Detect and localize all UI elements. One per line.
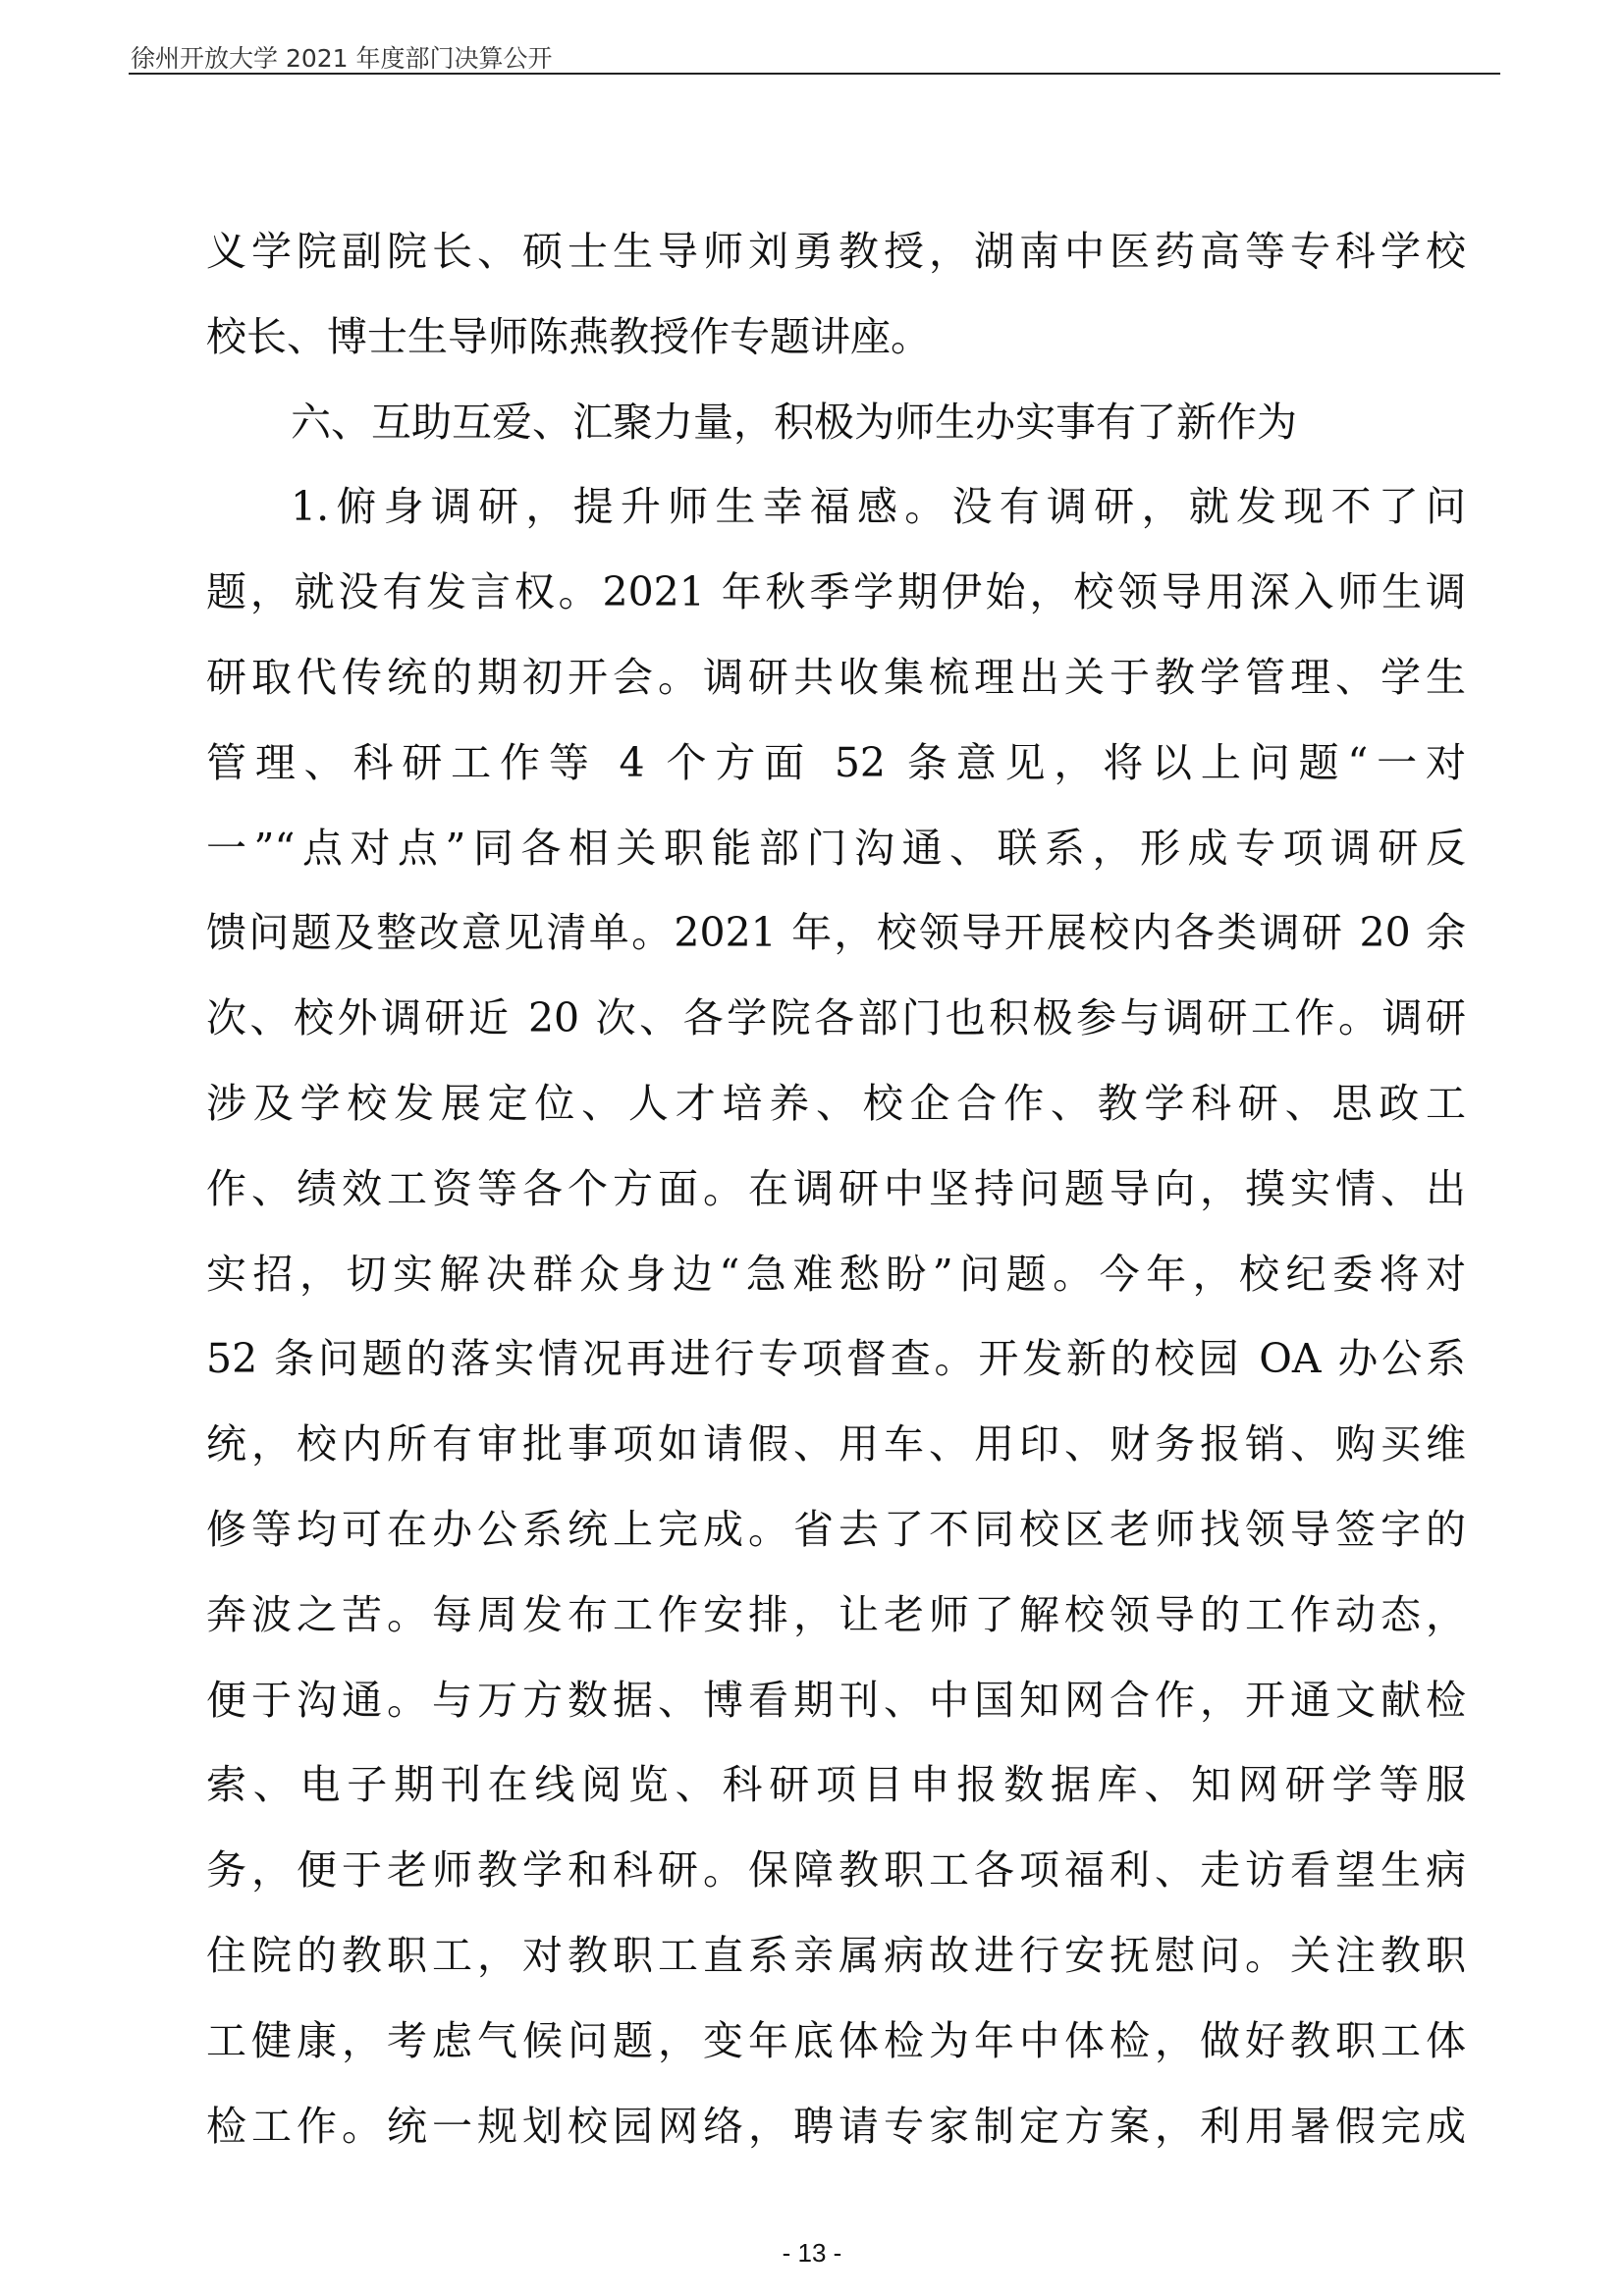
text-line: 涉及学校发展定位、人才培养、校企合作、教学科研、思政工 (206, 1079, 1466, 1127)
text-line: 奔波之苦。每周发布工作安排，让老师了解校领导的工作动态， (206, 1590, 1466, 1638)
text-line: 校长、博士生导师陈燕教授作专题讲座。 (206, 312, 931, 360)
text-line: 馈问题及整改意见清单。2021 年，校领导开展校内各类调研 20 余 (206, 909, 1466, 957)
text-line: 52 条问题的落实情况再进行专项督查。开发新的校园 OA 办公系 (206, 1335, 1466, 1383)
text-line: 研取代传统的期初开会。调研共收集梳理出关于教学管理、学生 (206, 653, 1466, 701)
text-line: 管理、科研工作等 4 个方面 52 条意见，将以上问题“一对 (206, 738, 1466, 786)
header-divider (129, 73, 1500, 75)
text-line: 索、电子期刊在线阅览、科研项目申报数据库、知网研学等服 (206, 1761, 1466, 1809)
text-line: 义学院副院长、硕士生导师刘勇教授，湖南中医药高等专科学校 (206, 228, 1466, 275)
page-number: - 13 - (782, 2238, 842, 2268)
text-line: 一”“点对点”同各相关职能部门沟通、联系，形成专项调研反 (206, 824, 1466, 872)
text-line: 住院的教职工，对教职工直系亲属病故进行安抚慰问。关注教职 (206, 1931, 1466, 1979)
text-line: 便于沟通。与万方数据、博看期刊、中国知网合作，开通文献检 (206, 1676, 1466, 1724)
document-body (206, 222, 1466, 2181)
section-heading: 六、互助互爱、汇聚力量，积极为师生办实事有了新作为 (291, 398, 1297, 446)
text-line: 题，就没有发言权。2021 年秋季学期伊始，校领导用深入师生调 (206, 568, 1466, 616)
text-line: 检工作。统一规划校园网络，聘请专家制定方案，利用暑假完成 (206, 2102, 1466, 2150)
running-header: 徐州开放大学 2021 年度部门决算公开 (131, 44, 553, 73)
text-line: 修等均可在办公系统上完成。省去了不同校区老师找领导签字的 (206, 1505, 1466, 1553)
text-line: 作、绩效工资等各个方面。在调研中坚持问题导向，摸实情、出 (206, 1164, 1466, 1212)
text-line: 实招，切实解决群众身边“急难愁盼”问题。今年，校纪委将对 (206, 1250, 1466, 1298)
text-line: 统，校内所有审批事项如请假、用车、用印、财务报销、购买维 (206, 1420, 1466, 1468)
text-line: 次、校外调研近 20 次、各学院各部门也积极参与调研工作。调研 (206, 994, 1466, 1042)
text-line: 务，便于老师教学和科研。保障教职工各项福利、走访看望生病 (206, 1846, 1466, 1895)
text-line: 工健康，考虑气候问题，变年底体检为年中体检，做好教职工体 (206, 2016, 1466, 2064)
text-line: 1.俯身调研，提升师生幸福感。没有调研，就发现不了问 (291, 483, 1466, 531)
